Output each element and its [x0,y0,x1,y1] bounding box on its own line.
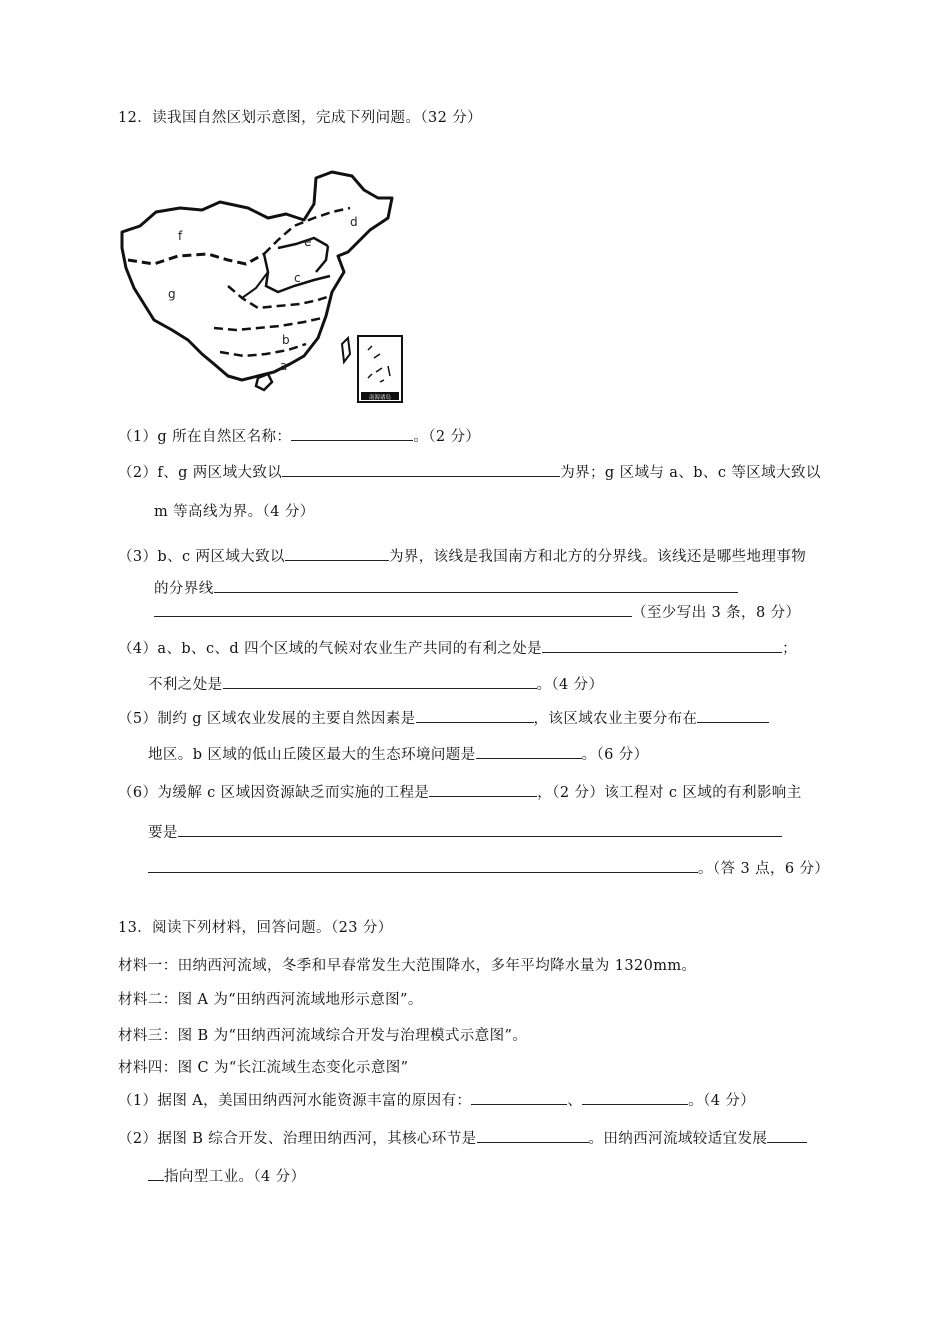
answer-blank[interactable] [471,1090,567,1105]
map-label-a: a [280,359,288,373]
answer-blank[interactable] [582,1090,688,1105]
answer-blank[interactable] [154,602,632,617]
material-4: 材料四：图 C 为“长江流域生态变化示意图” [118,1060,409,1076]
answer-blank[interactable] [223,674,537,689]
china-natural-regions-map [118,168,414,410]
answer-blank[interactable] [542,638,782,653]
q12-part1: （1）g 所在自然区名称： 。（2 分） [118,426,480,447]
q12-part2-line2: m 等高线为界。（4 分） [154,504,315,520]
answer-blank[interactable] [697,708,769,723]
q12-part3-line1: （3）b、c 两区域大致以 为界，该线是我国南方和北方的分界线。该线还是哪些地理事物 [118,546,806,567]
answer-blank[interactable] [291,426,413,441]
map-label-e: e [304,235,312,249]
q12-part5-line1: （5）制约 g 区域农业发展的主要自然因素是 ，该区域农业主要分布在 [118,708,769,729]
q12-part6-line2: 要是 [148,822,782,843]
answer-blank[interactable] [214,578,738,593]
answer-blank[interactable] [148,1166,164,1181]
map-label-b: b [282,333,290,347]
map-label-f: f [178,229,183,243]
material-3: 材料三：图 B 为“田纳西河流域综合开发与治理模式示意图”。 [118,1028,528,1044]
answer-blank[interactable] [178,822,782,837]
q12-part6-line3: 。（答 3 点，6 分） [148,858,829,879]
answer-blank[interactable] [282,462,560,477]
material-2: 材料二：图 A 为“田纳西河流域地形示意图”。 [118,992,423,1008]
q13-part1: （1）据图 A，美国田纳西河水能资源丰富的原因有： 、 。（4 分） [118,1090,755,1111]
material-1: 材料一：田纳西河流域，冬季和早春常发生大范围降水，多年平均降水量为 1320mm。 [118,958,697,974]
q12-part3-line2: 的分界线 [154,578,738,599]
answer-blank[interactable] [767,1128,807,1143]
map-label-d: d [350,215,358,229]
question-13-title: 13．阅读下列材料，回答问题。（23 分） [118,920,393,936]
answer-blank[interactable] [285,546,389,561]
q12-part2-line1: （2）f、g 两区域大致以 为界；g 区域与 a、b、c 等区域大致以 [118,462,821,483]
question-12-title: 12．读我国自然区划示意图，完成下列问题。（32 分） [118,110,483,126]
answer-blank[interactable] [429,782,537,797]
map-label-g: g [168,287,176,301]
map-inset-label: 南海诸岛 [368,395,392,401]
q12-part4-line2: 不利之处是 。（4 分） [148,674,603,695]
q13-part2-line1: （2）据图 B 综合开发、治理田纳西河，其核心环节是 。田纳西河流域较适宜发展 [118,1128,807,1149]
map-label-c: c [294,271,301,285]
answer-blank[interactable] [148,858,698,873]
q13-part2-line2: 指向型工业。（4 分） [148,1166,305,1187]
answer-blank[interactable] [416,708,534,723]
answer-blank[interactable] [477,1128,589,1143]
answer-blank[interactable] [476,744,582,759]
q12-part5-line2: 地区。b 区域的低山丘陵区最大的生态环境问题是 。（6 分） [148,744,649,765]
q12-part3-line3: （至少写出 3 条，8 分） [154,602,800,623]
q12-part4-line1: （4）a、b、c、d 四个区域的气候对农业生产共同的有利之处是 ； [118,638,797,659]
q12-part6-line1: （6）为缓解 c 区域因资源缺乏而实施的工程是 ，（2 分）该工程对 c 区域的有利影响主 [118,782,802,803]
